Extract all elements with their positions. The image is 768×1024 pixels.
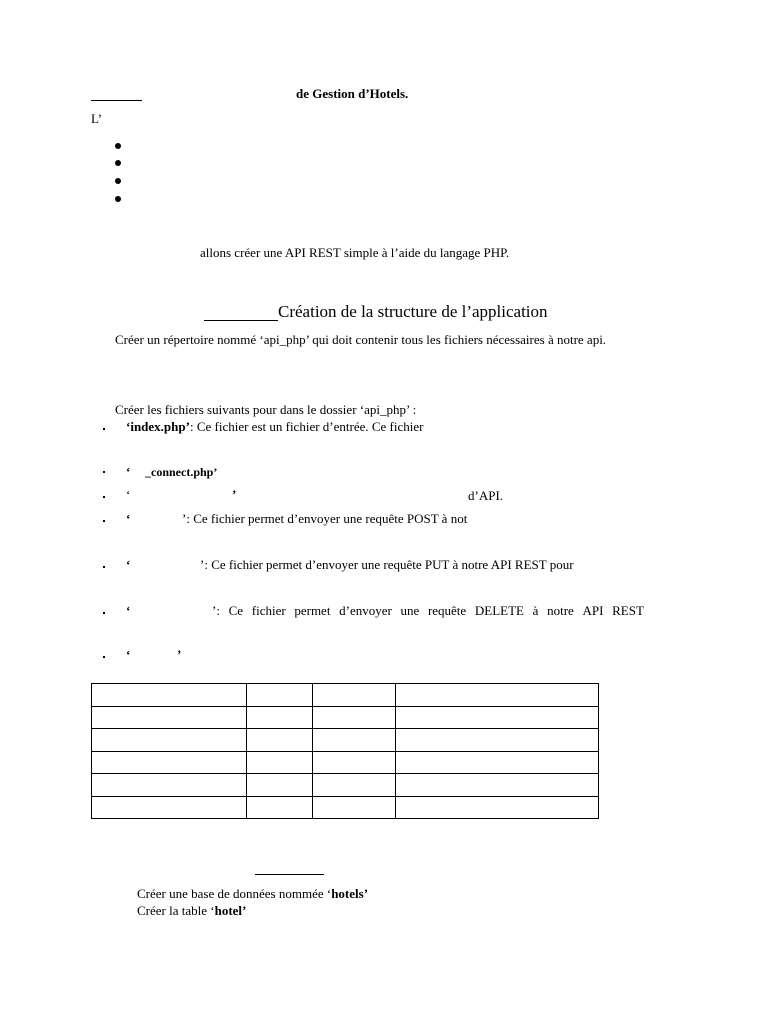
table-cell [312, 751, 396, 774]
file-desc-delete-word: requête [427, 603, 467, 618]
table-cell [312, 706, 396, 729]
file-desc-post: ’: Ce fichier permet d’envoyer une requête POST à not [182, 511, 468, 526]
file-bullet-icon [103, 656, 105, 658]
table-row [92, 729, 599, 752]
table-row [92, 684, 599, 707]
file-bullet-icon [103, 428, 105, 430]
file-desc-delete-word: DELETE [474, 603, 524, 618]
title-underline [91, 100, 142, 101]
table-cell [246, 774, 312, 797]
file-desc-delete-word: à [532, 603, 539, 618]
table-cell [396, 729, 599, 752]
file-quote-open-last: ‘ [126, 647, 131, 662]
intro-text: L’ [91, 111, 103, 126]
file-quote-put: ‘ [126, 557, 131, 572]
file-bullet-icon [103, 612, 105, 614]
section-paragraph: Créer un répertoire nommé ‘api_php’ qui doit contenir tous les fichiers nécessaires à notre api. [115, 332, 607, 347]
table-cell [246, 729, 312, 752]
file-quote-open-api: ‘ [126, 487, 131, 502]
file-quote-connect: ‘ [126, 464, 131, 479]
table-cell [246, 684, 312, 707]
table-cell [92, 774, 247, 797]
file-bullet-icon [103, 520, 105, 522]
table-cell [396, 706, 599, 729]
database-line-2-text: Créer la table ‘ [137, 903, 215, 918]
file-desc-delete-word: permet [294, 603, 331, 618]
file-desc-delete-word: une [400, 603, 420, 618]
file-desc-delete-word: notre [547, 603, 574, 618]
table-cell [92, 706, 247, 729]
table-cell [246, 796, 312, 819]
database-heading-underline [255, 874, 324, 875]
table-row [92, 774, 599, 797]
file-desc-delete-word: d’envoyer [339, 603, 392, 618]
file-bullet-icon [103, 471, 105, 473]
bullet-icon [115, 196, 121, 202]
file-bullet-icon [103, 496, 105, 498]
file-desc-api: d’API. [468, 488, 504, 503]
table-cell [396, 796, 599, 819]
table-cell [92, 796, 247, 819]
table-cell [312, 774, 396, 797]
table-cell [396, 751, 599, 774]
file-bullet-icon [103, 566, 105, 568]
database-line-1-text: Créer une base de données nommée ‘ [137, 886, 332, 901]
table-cell [396, 684, 599, 707]
api-intro-text: allons créer une API REST simple à l’aide du langage PHP. [200, 245, 510, 260]
table-cell [312, 796, 396, 819]
file-desc-delete-word: Ce [228, 603, 244, 618]
file-item-index [126, 419, 423, 435]
file-desc-put: ’: Ce fichier permet d’envoyer une requête PUT à notre API REST pour [200, 557, 574, 572]
section-number-underline [204, 320, 278, 321]
table-cell [246, 706, 312, 729]
table-cell [396, 774, 599, 797]
database-line-1 [137, 886, 368, 902]
section-title: Création de la structure de l’application [278, 302, 548, 321]
endpoints-table [91, 683, 599, 819]
file-quote-delete: ‘ [126, 603, 131, 618]
file-desc-delete-word: REST [612, 603, 644, 618]
file-desc-delete-word: API [582, 603, 604, 618]
table-row [92, 796, 599, 819]
file-desc-delete-word: ’: [212, 603, 220, 618]
file-quote-close-api: ’ [232, 487, 237, 502]
file-name-connect: _connect.php’ [145, 465, 218, 479]
file-desc-delete [212, 603, 644, 619]
database-line-2 [137, 903, 246, 919]
table-row [92, 706, 599, 729]
file-desc-delete-word: fichier [251, 603, 286, 618]
bullet-icon [115, 143, 121, 149]
file-quote-close-last: ’ [177, 647, 182, 662]
table-row [92, 751, 599, 774]
file-name-index: ‘index.php’ [126, 419, 190, 434]
table-cell [246, 751, 312, 774]
table-name: hotel’ [214, 903, 247, 918]
table-cell [92, 751, 247, 774]
table-cell [92, 729, 247, 752]
file-desc-index: : Ce fichier est un fichier d’entrée. Ce fichier [189, 419, 424, 434]
bullet-icon [115, 178, 121, 184]
document-title: de Gestion d’Hotels. [296, 86, 409, 101]
table-cell [312, 684, 396, 707]
database-name: hotels’ [331, 886, 369, 901]
files-intro-text: Créer les fichiers suivants pour dans le dossier ‘api_php’ : [115, 402, 417, 417]
bullet-icon [115, 160, 121, 166]
table-cell [312, 729, 396, 752]
file-quote-post: ‘ [126, 511, 131, 526]
table-cell [92, 684, 247, 707]
